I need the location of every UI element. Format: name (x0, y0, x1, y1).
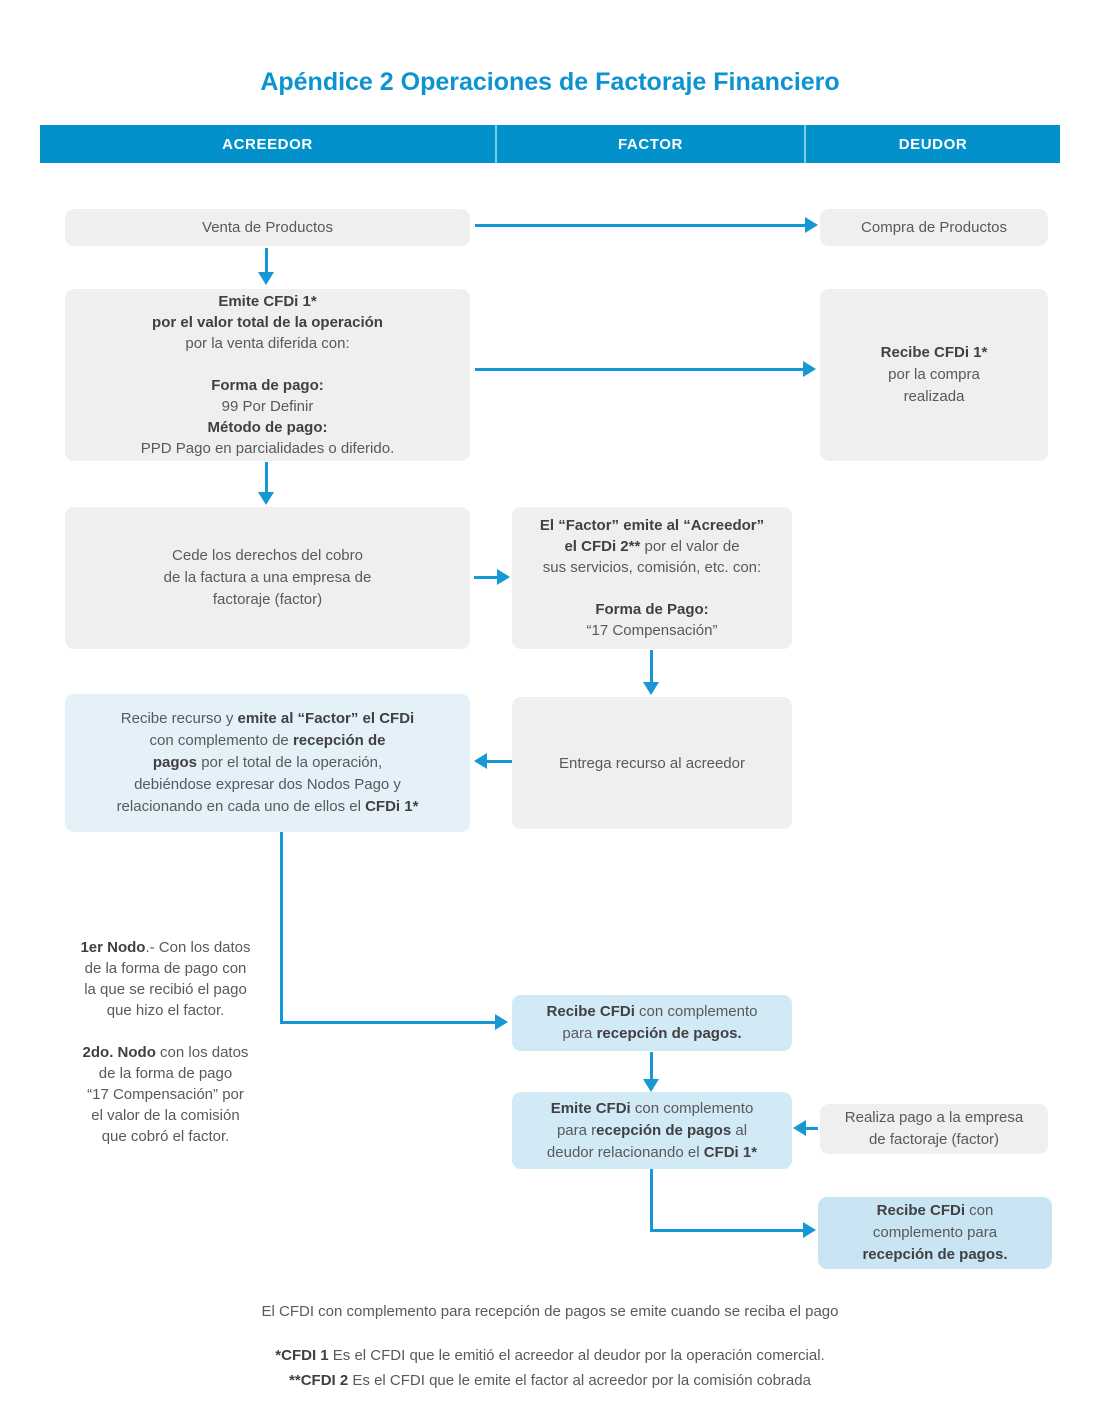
arrow-venta-to-compra-head (805, 217, 818, 233)
recibe-deudor-line3: recepción de pagos. (862, 1246, 1008, 1263)
spacer (65, 354, 470, 375)
arrow-recibe-recurso-to-complemento-head (495, 1014, 508, 1030)
arrow-emite-to-cede-head (258, 492, 274, 505)
arrow-venta-to-compra-line (475, 224, 807, 227)
box-compra-de-productos (820, 209, 1048, 246)
footer-cfdi2-rest: Es el CFDI que le emite el factor al acreedor por la comisión cobrada (348, 1372, 811, 1389)
recibe-deudor-line1 (818, 1200, 1052, 1222)
emite-complemento-l2b: ecepción de pagos (596, 1121, 732, 1139)
arrow-emite-to-cede-line (265, 462, 268, 495)
recibe-complemento-l1a: Recibe CFDi (546, 1003, 635, 1020)
nodos-p1-line4: que hizo el factor. (106, 1002, 225, 1019)
arrow-emite-to-recibe-deudor-hline (650, 1229, 805, 1232)
emite-cfdi1-line2: por el valor total de la operación (152, 314, 383, 331)
recibe-recurso-line3 (65, 752, 470, 774)
factor-emite-line2-rest: por el valor de (640, 538, 740, 555)
box-emite-cfdi-complemento-factor (512, 1092, 792, 1169)
realiza-pago-line1: Realiza pago a la empresa (844, 1109, 1024, 1126)
nodos-p2-line1 (63, 1042, 268, 1063)
recibe-recurso-l2a: con complemento de (149, 732, 293, 749)
arrow-emite-to-recibe-line (475, 368, 805, 371)
arrow-cede-to-factor-line (474, 576, 499, 579)
emite-cfdi1-line1: Emite CFDi 1* (218, 293, 317, 310)
arrow-recibe-to-emite-complemento-line (650, 1052, 653, 1081)
page-title: Apéndice 2 Operaciones de Factoraje Financiero (260, 68, 840, 96)
factor-emite-line4: Forma de Pago: (595, 601, 709, 618)
recibe-recurso-l2b: recepción de (292, 732, 386, 749)
cede-line3: factoraje (factor) (212, 591, 323, 608)
box-cede-derechos (65, 507, 470, 649)
arrow-entrega-to-recibe-recurso-head (474, 753, 487, 769)
emite-complemento-line2 (512, 1120, 792, 1142)
nodos-p2-line5: que cobró el factor. (101, 1128, 230, 1145)
emite-complemento-l2a: para r (556, 1121, 597, 1139)
recibe-recurso-l3b: por el total de la operación, (197, 754, 383, 771)
recibe-recurso-l1b: emite al “Factor” el CFDi (237, 710, 415, 727)
recibe-complemento-line1 (512, 1001, 792, 1023)
realiza-pago-line2: de factoraje (factor) (868, 1131, 1000, 1148)
nodos-p2-line4: el valor de la comisión (91, 1107, 240, 1124)
arrow-factor-to-entrega-line (650, 650, 653, 684)
footer-note-line1: El CFDI con complemento para recepción de pagos se emite cuando se reciba el pago (261, 1303, 839, 1320)
arrow-realiza-pago-to-emite-line (806, 1127, 818, 1130)
recibe-cfdi1-line2: por la compra (888, 366, 980, 383)
box-entrega-recurso (512, 697, 792, 829)
emite-cfdi1-line4: Forma de pago: (211, 377, 324, 394)
recibe-deudor-l1b: con (965, 1202, 994, 1219)
arrow-emite-to-recibe-deudor-head (803, 1222, 816, 1238)
entrega-recurso-label: Entrega recurso al acreedor (559, 754, 745, 772)
box-recibe-cfdi-1 (820, 289, 1048, 461)
recibe-complemento-l2b: recepción de pagos. (596, 1025, 742, 1042)
nodos-p1-line3: la que se recibió el pago (84, 981, 247, 998)
footer-cfdi1-bold: *CFDI 1 (275, 1347, 329, 1364)
box-realiza-pago (820, 1104, 1048, 1154)
emite-complemento-l1a: Emite CFDi (550, 1099, 631, 1117)
nodos-p2-line2: de la forma de pago (98, 1065, 233, 1082)
recibe-complemento-line2 (512, 1023, 792, 1045)
box-venta-de-productos (65, 209, 470, 246)
column-header-deudor: DEUDOR (898, 135, 968, 153)
box-recibe-cfdi-complemento-deudor (818, 1197, 1052, 1269)
nodos-p1-line1 (63, 937, 268, 958)
nodos-p2-bold: 2do. Nodo (82, 1044, 156, 1061)
emite-cfdi1-line7: PPD Pago en parcialidades o diferido. (140, 440, 395, 457)
footer-cfdi2-bold: **CFDI 2 (289, 1372, 349, 1389)
arrow-entrega-to-recibe-recurso-line (487, 760, 512, 763)
compra-label: Compra de Productos (861, 219, 1007, 236)
arrow-recibe-recurso-to-complemento-vline (280, 832, 283, 1024)
arrow-venta-to-emite-line (265, 248, 268, 274)
nodos-p2-rest: con los datos (155, 1044, 249, 1061)
recibe-recurso-l5a: relacionando en cada uno de ellos el (116, 798, 366, 815)
factor-emite-line2 (512, 536, 792, 557)
arrow-factor-to-entrega-head (643, 682, 659, 695)
note-nodos-pago (63, 937, 268, 1147)
recibe-recurso-l3a: pagos (152, 754, 198, 771)
emite-complemento-line1 (512, 1098, 792, 1120)
recibe-recurso-l5b: CFDi 1* (365, 798, 419, 815)
emite-complemento-l2c: al (731, 1121, 748, 1139)
recibe-deudor-l1a: Recibe CFDi (876, 1202, 965, 1219)
cede-line1: Cede los derechos del cobro (172, 547, 363, 564)
emite-complemento-l3a: deudor relacionando el (546, 1143, 704, 1161)
emite-complemento-l1b: con complemento (630, 1099, 754, 1117)
arrow-emite-to-recibe-head (803, 361, 816, 377)
nodos-p1-bold: 1er Nodo (80, 939, 146, 956)
arrow-venta-to-emite-head (258, 272, 274, 285)
arrow-emite-to-recibe-deudor-vline (650, 1169, 653, 1232)
emite-cfdi1-line5: 99 Por Definir (221, 398, 314, 415)
recibe-recurso-line2 (65, 730, 470, 752)
emite-cfdi1-line6: Método de pago: (207, 419, 328, 436)
nodos-p1-rest: .- Con los datos (145, 939, 251, 956)
cede-line2: de la factura a una empresa de (163, 569, 372, 586)
column-header-acreedor: ACREEDOR (40, 125, 497, 163)
venta-label: Venta de Productos (202, 219, 333, 236)
box-factor-emite-cfdi-2 (512, 507, 792, 649)
arrow-recibe-recurso-to-complemento-hline (280, 1021, 497, 1024)
column-header-factor: FACTOR (497, 125, 806, 163)
box-recibe-recurso-emite-cfdi (65, 694, 470, 832)
recibe-cfdi1-line3: realizada (903, 388, 965, 405)
spacer (512, 578, 792, 599)
footer-note-cfdi1 (0, 1346, 1100, 1366)
arrow-cede-to-factor-head (497, 569, 510, 585)
recibe-complemento-l2a: para (562, 1025, 597, 1042)
arrow-recibe-to-emite-complemento-head (643, 1079, 659, 1092)
nodos-p2-line3: “17 Compensación” por (87, 1086, 244, 1103)
emite-complemento-line3 (512, 1142, 792, 1164)
box-recibe-cfdi-complemento-factor (512, 995, 792, 1051)
factor-emite-line2-bold: el CFDi 2** (564, 538, 641, 555)
recibe-deudor-line2: complemento para (872, 1224, 998, 1241)
box-emite-cfdi-1 (65, 289, 470, 461)
arrow-realiza-pago-to-emite-head (793, 1120, 806, 1136)
footer-note-cfdi2 (0, 1371, 1100, 1391)
footer-cfdi1-rest: Es el CFDI que le emitió el acreedor al deudor por la operación comercial. (328, 1347, 825, 1364)
emite-cfdi1-line3: por la venta diferida con: (185, 335, 350, 352)
factor-emite-line3: sus servicios, comisión, etc. con: (542, 559, 762, 576)
nodos-p1-line2: de la forma de pago con (84, 960, 247, 977)
column-header-bar (40, 125, 1060, 163)
recibe-recurso-line5 (65, 796, 470, 818)
recibe-complemento-l1b: con complemento (634, 1003, 758, 1020)
recibe-cfdi1-line1: Recibe CFDi 1* (880, 344, 988, 361)
recibe-recurso-line1 (65, 708, 470, 730)
factor-emite-line5: “17 Compensación” (586, 622, 718, 639)
recibe-recurso-l1a: Recibe recurso y (120, 710, 238, 727)
emite-complemento-l3b: CFDi 1* (703, 1143, 758, 1161)
factor-emite-line1: El “Factor” emite al “Acreedor” (539, 517, 765, 534)
recibe-recurso-line4: debiéndose expresar dos Nodos Pago y (134, 776, 401, 793)
